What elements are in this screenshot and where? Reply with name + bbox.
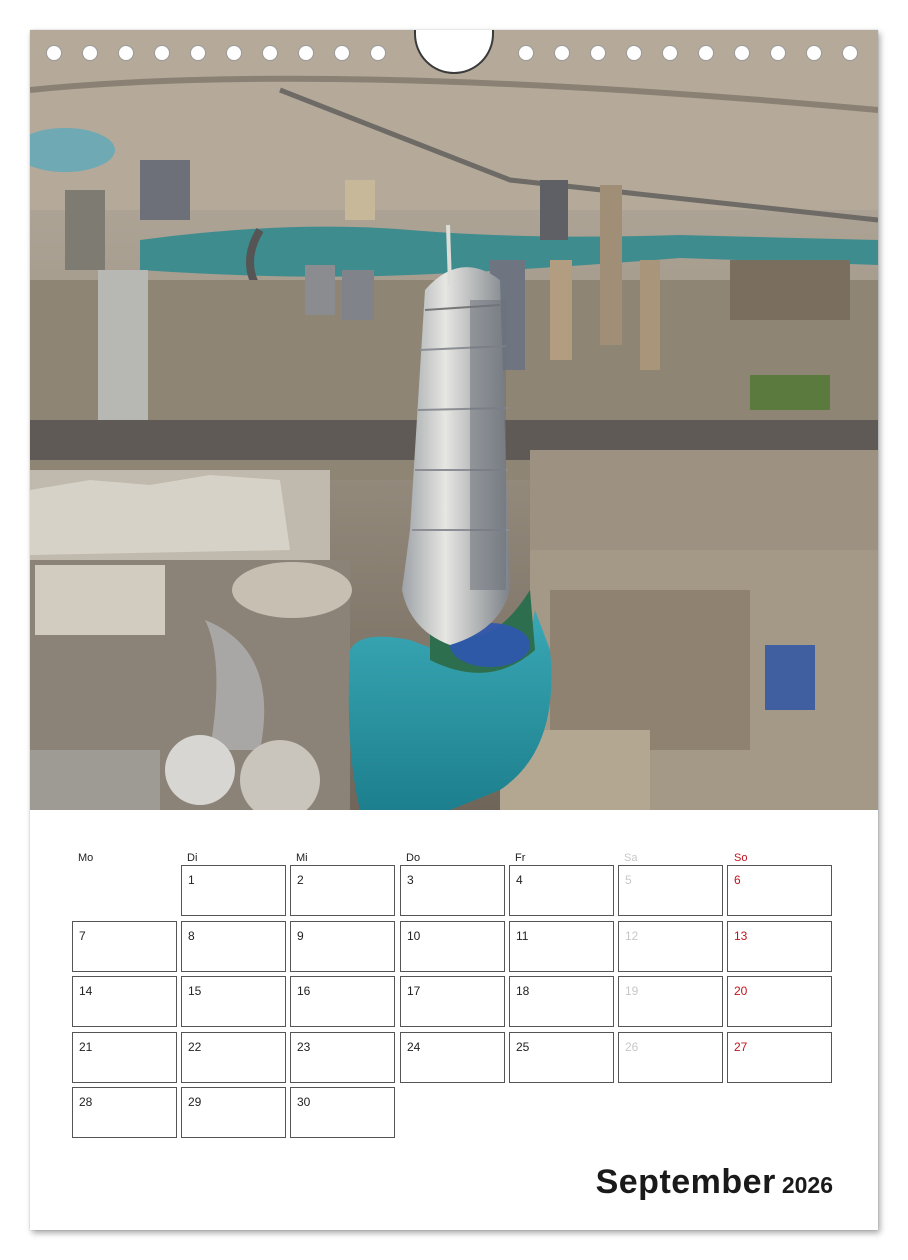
hanger-notch	[414, 30, 494, 74]
day-cell-sunday	[727, 1032, 832, 1083]
day-number: 22	[188, 1040, 202, 1054]
weekday-header-do: Do	[406, 852, 421, 864]
day-cell-sunday	[727, 921, 832, 972]
weekday-header-so: So	[734, 852, 748, 864]
day-number: 12	[625, 929, 639, 943]
day-number: 8	[188, 929, 195, 943]
day-number: 4	[516, 873, 523, 887]
day-number: 20	[734, 984, 748, 998]
day-cell	[181, 1032, 286, 1083]
day-cell	[400, 921, 505, 972]
day-cell	[509, 921, 614, 972]
binding-hole	[262, 45, 278, 61]
day-cell	[181, 921, 286, 972]
day-number: 15	[188, 984, 202, 998]
day-number: 23	[297, 1040, 311, 1054]
weekday-header-di: Di	[187, 852, 198, 864]
day-number: 16	[297, 984, 311, 998]
day-number: 14	[79, 984, 93, 998]
day-cell	[72, 1087, 177, 1138]
day-cell	[72, 1032, 177, 1083]
day-number: 21	[79, 1040, 93, 1054]
binding-hole	[770, 45, 786, 61]
weekday-header-sa: Sa	[624, 852, 638, 864]
day-number: 1	[188, 873, 195, 887]
binding-hole	[46, 45, 62, 61]
binding-hole	[734, 45, 750, 61]
binding-hole	[554, 45, 570, 61]
day-number: 2	[297, 873, 304, 887]
day-cell	[181, 1087, 286, 1138]
binding-hole	[626, 45, 642, 61]
day-cell	[290, 976, 395, 1027]
binding-hole	[226, 45, 242, 61]
weekday-header-mo: Mo	[78, 852, 94, 864]
month-title	[596, 1163, 833, 1202]
weekday-header-mi: Mi	[296, 852, 308, 864]
year-label: 2026	[781, 1172, 833, 1198]
month-name: September	[595, 1163, 776, 1201]
day-cell	[290, 1087, 395, 1138]
binding-hole	[190, 45, 206, 61]
binding-hole	[370, 45, 386, 61]
binding-hole	[334, 45, 350, 61]
day-cell	[72, 921, 177, 972]
binding-holes	[30, 30, 878, 80]
binding-hole	[518, 45, 534, 61]
day-cell	[72, 976, 177, 1027]
day-cell-saturday	[618, 865, 723, 916]
day-cell	[509, 1032, 614, 1083]
binding-hole	[698, 45, 714, 61]
day-number: 13	[734, 929, 748, 943]
day-number: 26	[625, 1040, 639, 1054]
day-cell	[509, 865, 614, 916]
binding-hole	[590, 45, 606, 61]
binding-hole	[154, 45, 170, 61]
day-cell	[290, 1032, 395, 1083]
binding-hole	[806, 45, 822, 61]
day-number: 6	[734, 873, 741, 887]
day-cell-sunday	[727, 976, 832, 1027]
day-number: 24	[407, 1040, 421, 1054]
day-cell	[400, 976, 505, 1027]
day-number: 29	[188, 1095, 202, 1109]
day-cell	[290, 921, 395, 972]
day-number: 19	[625, 984, 639, 998]
day-number: 28	[79, 1095, 93, 1109]
day-cell	[181, 976, 286, 1027]
binding-hole	[118, 45, 134, 61]
day-cell	[400, 865, 505, 916]
binding-hole	[298, 45, 314, 61]
day-number: 17	[407, 984, 421, 998]
day-cell	[509, 976, 614, 1027]
day-number: 11	[516, 929, 529, 943]
day-number: 10	[407, 929, 421, 943]
binding-hole	[842, 45, 858, 61]
day-number: 7	[79, 929, 86, 943]
binding-hole	[82, 45, 98, 61]
day-number: 9	[297, 929, 304, 943]
day-number: 18	[516, 984, 530, 998]
binding-hole	[662, 45, 678, 61]
day-number: 25	[516, 1040, 530, 1054]
calendar-page	[30, 30, 878, 1230]
day-number: 27	[734, 1040, 748, 1054]
day-number: 30	[297, 1095, 311, 1109]
month-grid	[30, 810, 878, 1230]
day-number: 3	[407, 873, 414, 887]
day-cell-saturday	[618, 1032, 723, 1083]
day-cell-saturday	[618, 976, 723, 1027]
day-cell	[290, 865, 395, 916]
day-number: 5	[625, 873, 632, 887]
day-cell-sunday	[727, 865, 832, 916]
day-cell	[400, 1032, 505, 1083]
cover-photo-dubai-aerial	[30, 30, 878, 810]
weekday-header-fr: Fr	[515, 852, 526, 864]
day-cell	[181, 865, 286, 916]
day-cell-saturday	[618, 921, 723, 972]
